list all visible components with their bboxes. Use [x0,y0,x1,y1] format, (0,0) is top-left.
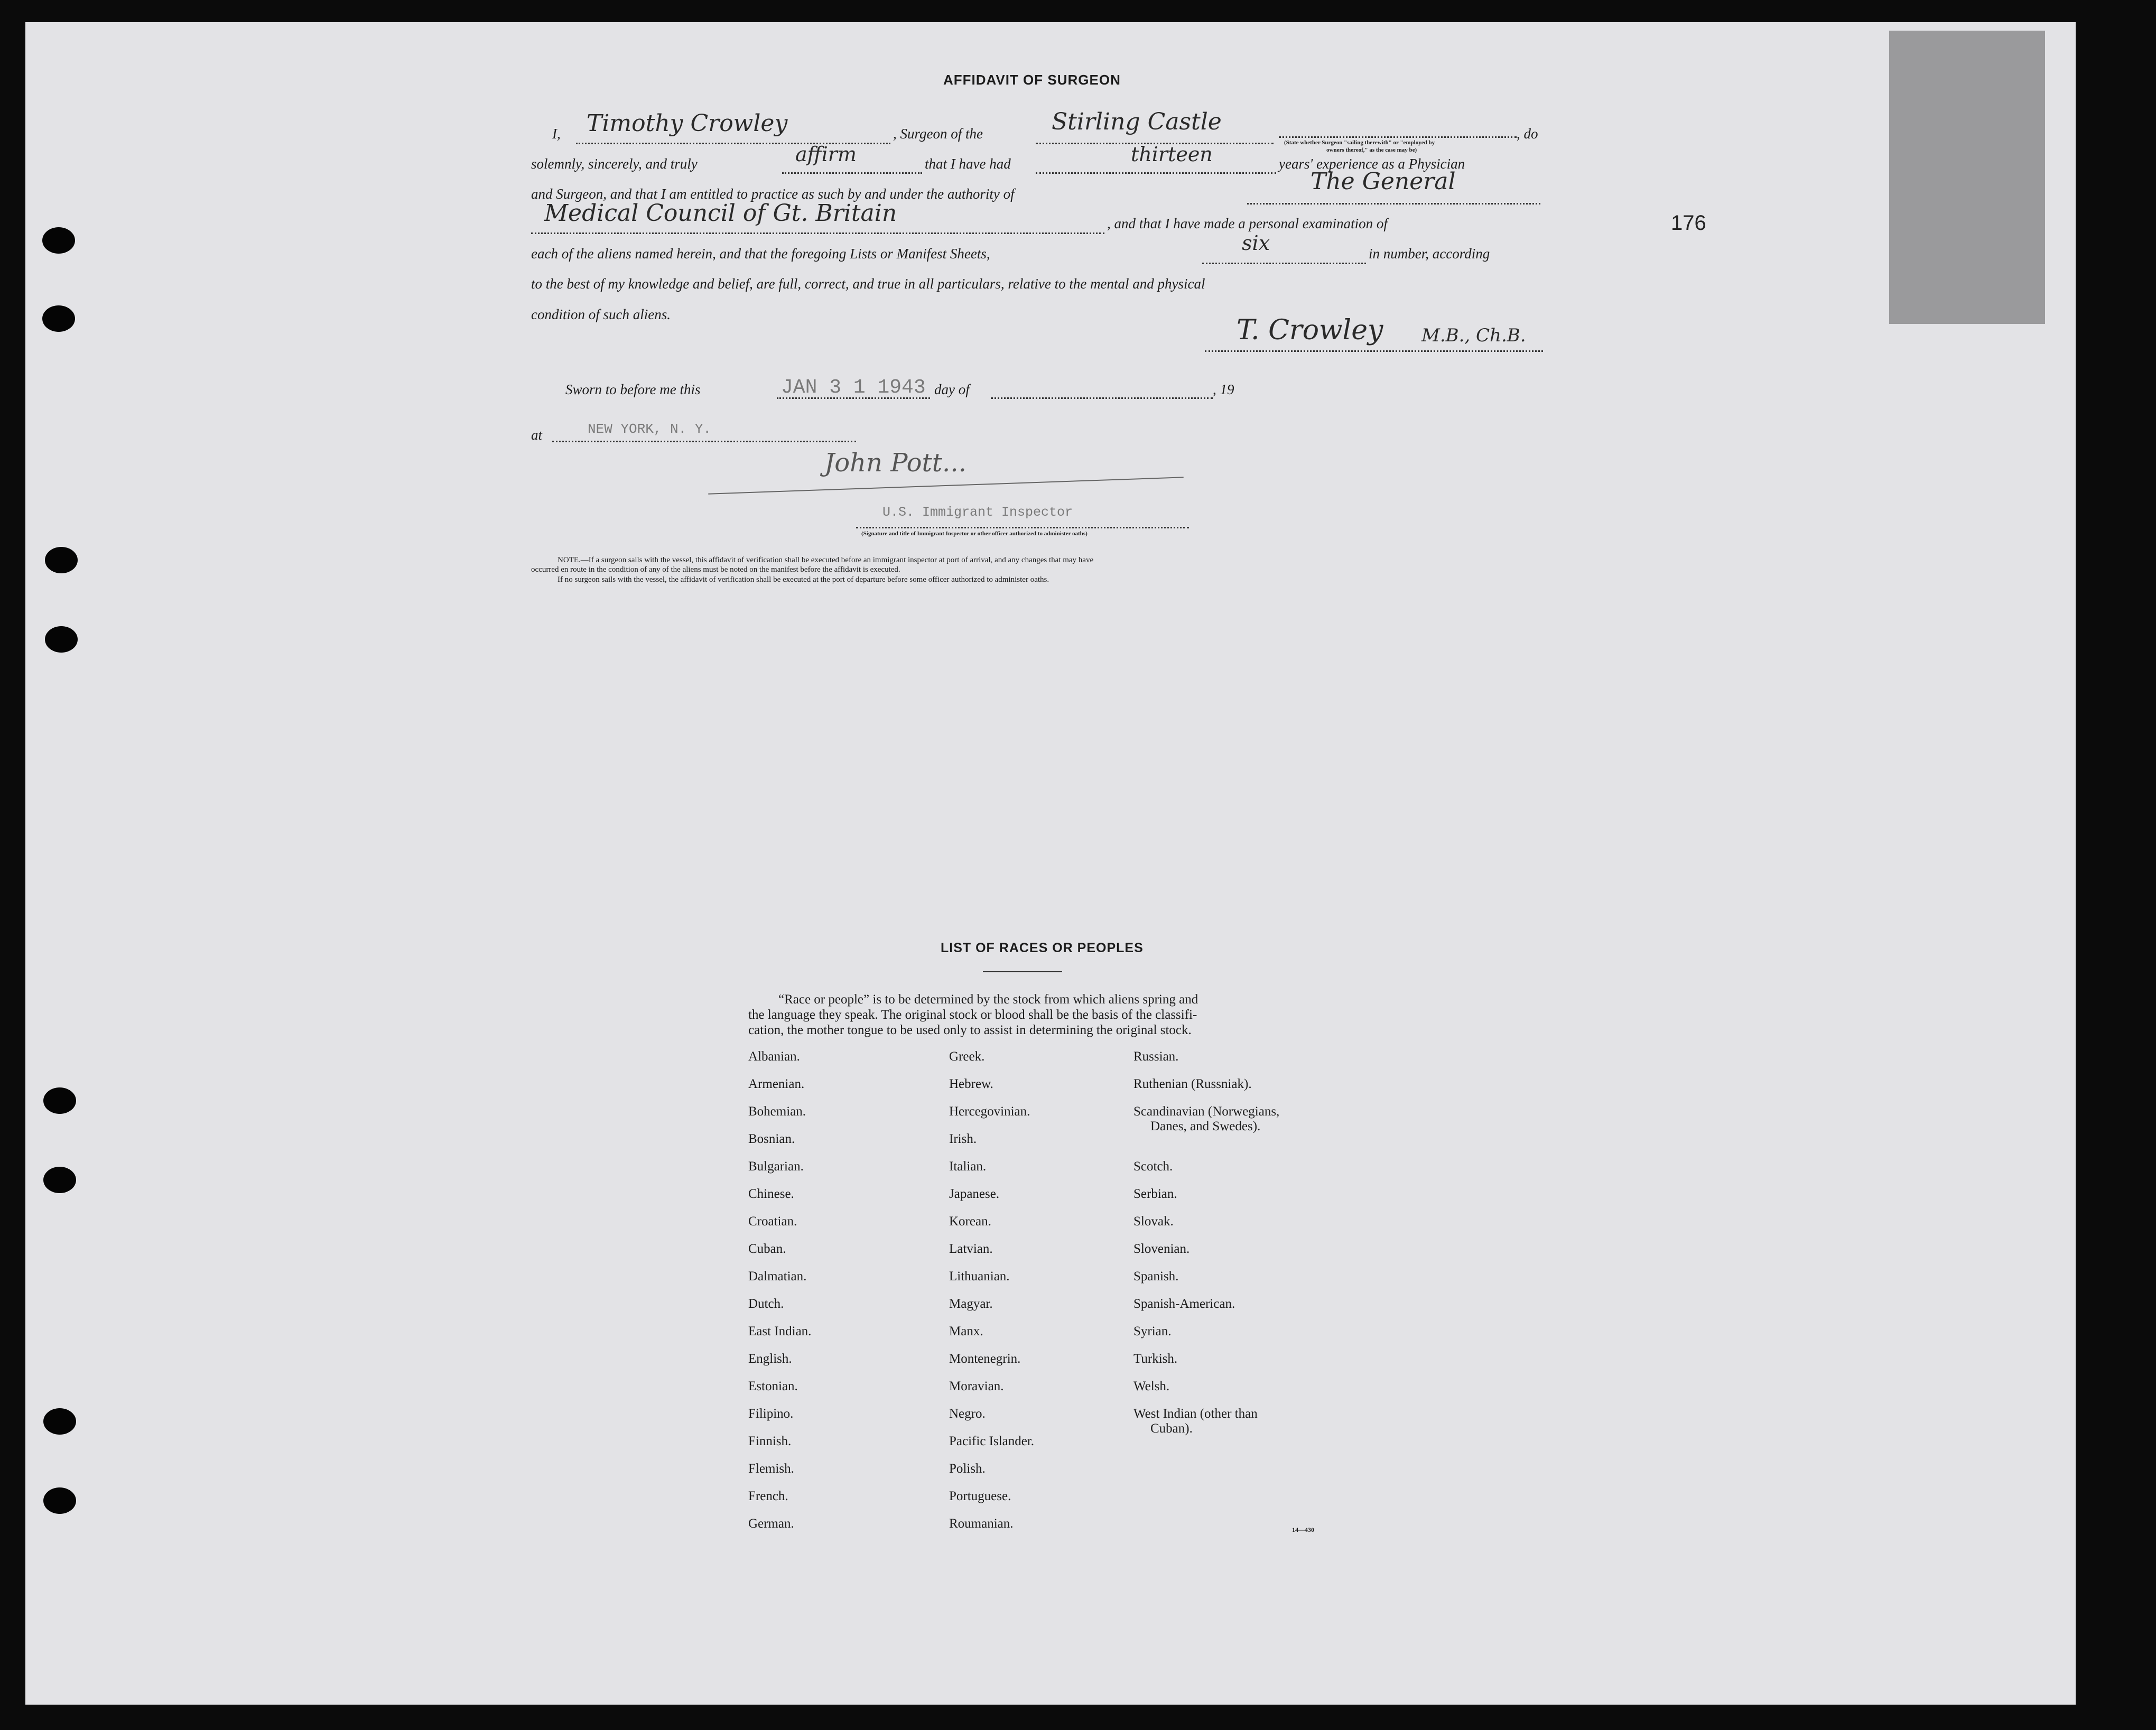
surgeon-degrees: M.B., Ch.B. [1421,325,1526,346]
races-intro: cation, the mother tongue to be used only to assist in determining the original stock. [748,1023,1192,1037]
page-number: 176 [1671,211,1706,235]
race-item: Magyar. [949,1297,993,1311]
race-item: Croatian. [748,1214,797,1229]
ship-note: owners thereof," as the case may be) [1326,147,1417,153]
sworn-month-line [991,397,1213,399]
at-label: at [531,427,543,443]
race-item: Cuban. [748,1242,786,1256]
race-item: Russian. [1133,1049,1179,1064]
ship-note: (State whether Surgeon "sailing therewith" or "employed by [1284,139,1435,146]
years-handwriting: thirteen [1131,143,1213,166]
place-stamp: NEW YORK, N. Y. [588,421,712,437]
punch-hole [43,1487,76,1514]
race-item: Korean. [949,1214,991,1229]
form-number: 14—430 [1292,1526,1314,1533]
race-item: Ruthenian (Russniak). [1133,1077,1252,1091]
race-item: Japanese. [949,1187,1000,1201]
affidavit-text: I, [552,126,561,142]
race-item: Slovenian. [1133,1242,1190,1256]
punch-hole [43,1087,76,1114]
race-item: Scotch. [1133,1159,1173,1174]
race-item-continued: Cuban). [1150,1421,1193,1436]
inspector-title-line [856,527,1189,528]
affidavit-title: AFFIDAVIT OF SURGEON [943,72,1121,88]
race-item-continued: Danes, and Swedes). [1150,1119,1261,1133]
race-item: Scandinavian (Norwegians, [1133,1104,1280,1119]
race-item: Slovak. [1133,1214,1174,1229]
race-item: Moravian. [949,1379,1004,1393]
races-intro: the language they speak. The original stock or blood shall be the basis of the classifi- [748,1008,1197,1022]
race-item: Filipino. [748,1407,794,1421]
race-item: Pacific Islander. [949,1434,1035,1448]
race-item: Manx. [949,1324,983,1338]
affidavit-text: , and that I have made a personal examination of [1107,216,1388,231]
surgeon-signature: T. Crowley [1237,314,1383,346]
race-item: Montenegrin. [949,1352,1021,1366]
race-item: English. [748,1352,792,1366]
affidavit-text: , do [1517,126,1538,142]
authority-handwriting: The General [1311,168,1456,195]
race-item: Flemish. [748,1462,794,1476]
race-item: East Indian. [748,1324,812,1338]
sheets-count-line [1202,263,1366,264]
inspector-title-stamp: U.S. Immigrant Inspector [882,505,1073,520]
affidavit-note: NOTE.—If a surgeon sails with the vessel, this affidavit of verification shall be executed before an immigrant inspector at port of arrival, and any changes that may have [557,556,1094,564]
affidavit-text: , Surgeon of the [893,126,983,142]
race-item: Portuguese. [949,1489,1011,1503]
races-title: LIST OF RACES OR PEOPLES [941,941,1144,955]
race-item: Italian. [949,1159,987,1174]
race-item: Spanish-American. [1133,1297,1235,1311]
sworn-text: Sworn to before me this [565,382,701,397]
surgeon-signature-line [1205,350,1543,352]
race-item: Bulgarian. [748,1159,804,1174]
punch-hole [43,1167,76,1193]
race-item: Lithuanian. [949,1269,1010,1283]
place-line [552,441,856,442]
affidavit-text: each of the aliens named herein, and that the foregoing Lists or Manifest Sheets, [531,246,990,262]
race-item: Bohemian. [748,1104,806,1119]
punch-hole [45,626,78,653]
race-item: French. [748,1489,788,1503]
affidavit-text: that I have had [925,156,1011,172]
race-item: Estonian. [748,1379,798,1393]
inspector-signature: John Pott... [824,448,967,478]
sworn-text: , 19 [1213,382,1234,397]
affidavit-note: occurred en route in the condition of any of the aliens must be noted on the manifest before the affidavit is executed. [531,565,900,574]
index-tab [1889,31,2045,324]
race-item: Bosnian. [748,1132,795,1146]
race-item: Albanian. [748,1049,800,1064]
affirm-line [782,172,922,174]
race-item: Serbian. [1133,1187,1177,1201]
race-item: Spanish. [1133,1269,1179,1283]
punch-hole [42,227,75,254]
race-item: Chinese. [748,1187,794,1201]
sheets-count-handwriting: six [1242,231,1270,255]
ship-name-line-ext [1279,136,1517,138]
affidavit-text: years' experience as a Physician [1279,156,1465,172]
race-item: Greek. [949,1049,985,1064]
race-item: Finnish. [748,1434,792,1448]
inspector-caption: (Signature and title of Immigrant Inspector or other officer authorized to administer oaths) [861,531,1088,537]
paper-sheet [25,22,2076,1705]
race-item: Hercegovinian. [949,1104,1030,1119]
race-item: Turkish. [1133,1352,1178,1366]
race-item: Armenian. [748,1077,805,1091]
affidavit-text: and Surgeon, and that I am entitled to practice as such by and under the authority of [531,186,1015,202]
race-item: German. [748,1517,794,1531]
race-item: Hebrew. [949,1077,993,1091]
race-item: Polish. [949,1462,986,1476]
race-item: Dalmatian. [748,1269,807,1283]
race-item: Irish. [949,1132,977,1146]
affirm-handwriting: affirm [795,143,857,166]
surgeon-name-handwriting: Timothy Crowley [587,110,788,137]
punch-hole [42,305,75,332]
race-item: West Indian (other than [1133,1407,1258,1421]
sworn-text: day of [934,382,970,397]
affidavit-text: condition of such aliens. [531,306,671,322]
race-item: Negro. [949,1407,986,1421]
date-stamp: JAN 3 1 1943 [781,376,926,399]
affidavit-note: If no surgeon sails with the vessel, the affidavit of verification shall be executed at the port of departure before some officer authorized to administer oaths. [557,575,1049,584]
punch-hole [43,1408,76,1435]
affidavit-text: in number, according [1369,246,1490,262]
punch-hole [45,547,78,573]
authority-line [1247,203,1540,204]
authority-handwriting-2: Medical Council of Gt. Britain [544,200,897,227]
race-item: Dutch. [748,1297,784,1311]
races-title-rule [983,971,1062,972]
ship-name-handwriting: Stirling Castle [1052,108,1222,135]
race-item: Roumanian. [949,1517,1014,1531]
races-intro: “Race or people” is to be determined by the stock from which aliens spring and [778,992,1198,1007]
authority-line-2 [531,232,1104,234]
affidavit-text: to the best of my knowledge and belief, are full, correct, and true in all particulars, relative to the mental and physical [531,276,1205,292]
years-line [1036,172,1276,174]
affidavit-text: solemnly, sincerely, and truly [531,156,698,172]
race-item: Welsh. [1133,1379,1170,1393]
race-item: Syrian. [1133,1324,1172,1338]
race-item: Latvian. [949,1242,993,1256]
